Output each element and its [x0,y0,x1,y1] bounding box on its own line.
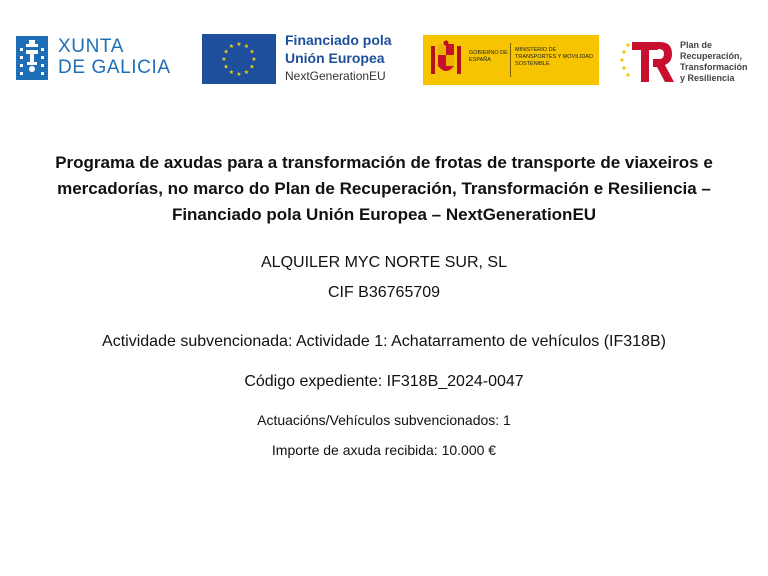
eu-star-icon: ★ [251,57,257,63]
eu-star-icon: ★ [228,69,235,76]
gobierno-label: GOBIERNO DE ESPAÑA [469,50,508,63]
eu-star-icon: ★ [249,64,255,71]
eu-flag-icon [202,34,276,84]
subsidized-activity: Actividade subvencionada: Actividade 1: Achatarramento de vehículos (IF318B) [102,333,666,350]
prtr-text: Plan de Recuperación, Transformación y Resiliencia [680,40,748,83]
eu-star-icon: ★ [223,49,229,56]
eu-star-icon: ★ [249,49,255,56]
document-body [0,150,768,228]
ministerio-label: MINISTERIO DE TRANSPORTES Y MOVILIDAD SOSTENIBLE [515,47,593,67]
program-title: Programa de axudas para a transformación de frotas de transporte de viaxeiros e mercadorías, no marco do Plan de Recuperación, Transformación e Resiliencia – Financiado pola Unión Europea – NextGenerationEU [55,153,713,224]
eu-star-icon: ★ [243,44,250,51]
eu-line-2: Unión Europea [285,50,385,66]
spain-coat-of-arms-icon [429,40,463,80]
company-name: ALQUILER MYC NORTE SUR, SL [261,254,507,271]
xunta-de-galicia-logo [16,34,186,82]
aid-amount: Importe de axuda recibida: 10.000 € [271,442,497,458]
gobierno-divider [510,43,511,77]
xunta-wordmark: XUNTA DE GALICIA [58,36,171,78]
eu-line-3: NextGenerationEU [285,69,386,83]
eu-line-1: Financiado pola [285,32,392,48]
eu-star-icon: ★ [221,57,227,63]
eu-star-icon: ★ [236,42,242,48]
eu-star-icon: ★ [223,64,229,71]
file-code: Código expediente: IF318B_2024-0047 [244,373,524,390]
eu-star-icon: ★ [236,72,242,78]
eu-funding-logo [202,32,402,86]
prtr-logo [618,36,768,86]
subsidized-vehicles: Actuacións/Vehículos subvencionados: 1 [257,412,511,428]
galicia-shield-icon [16,36,48,80]
company-cif: CIF B36765709 [327,284,441,301]
prtr-mark-icon [618,36,676,86]
eu-star-icon: ★ [243,69,250,76]
eu-star-icon: ★ [228,44,235,51]
logo-header [0,0,768,100]
gobierno-espana-logo [423,35,599,85]
